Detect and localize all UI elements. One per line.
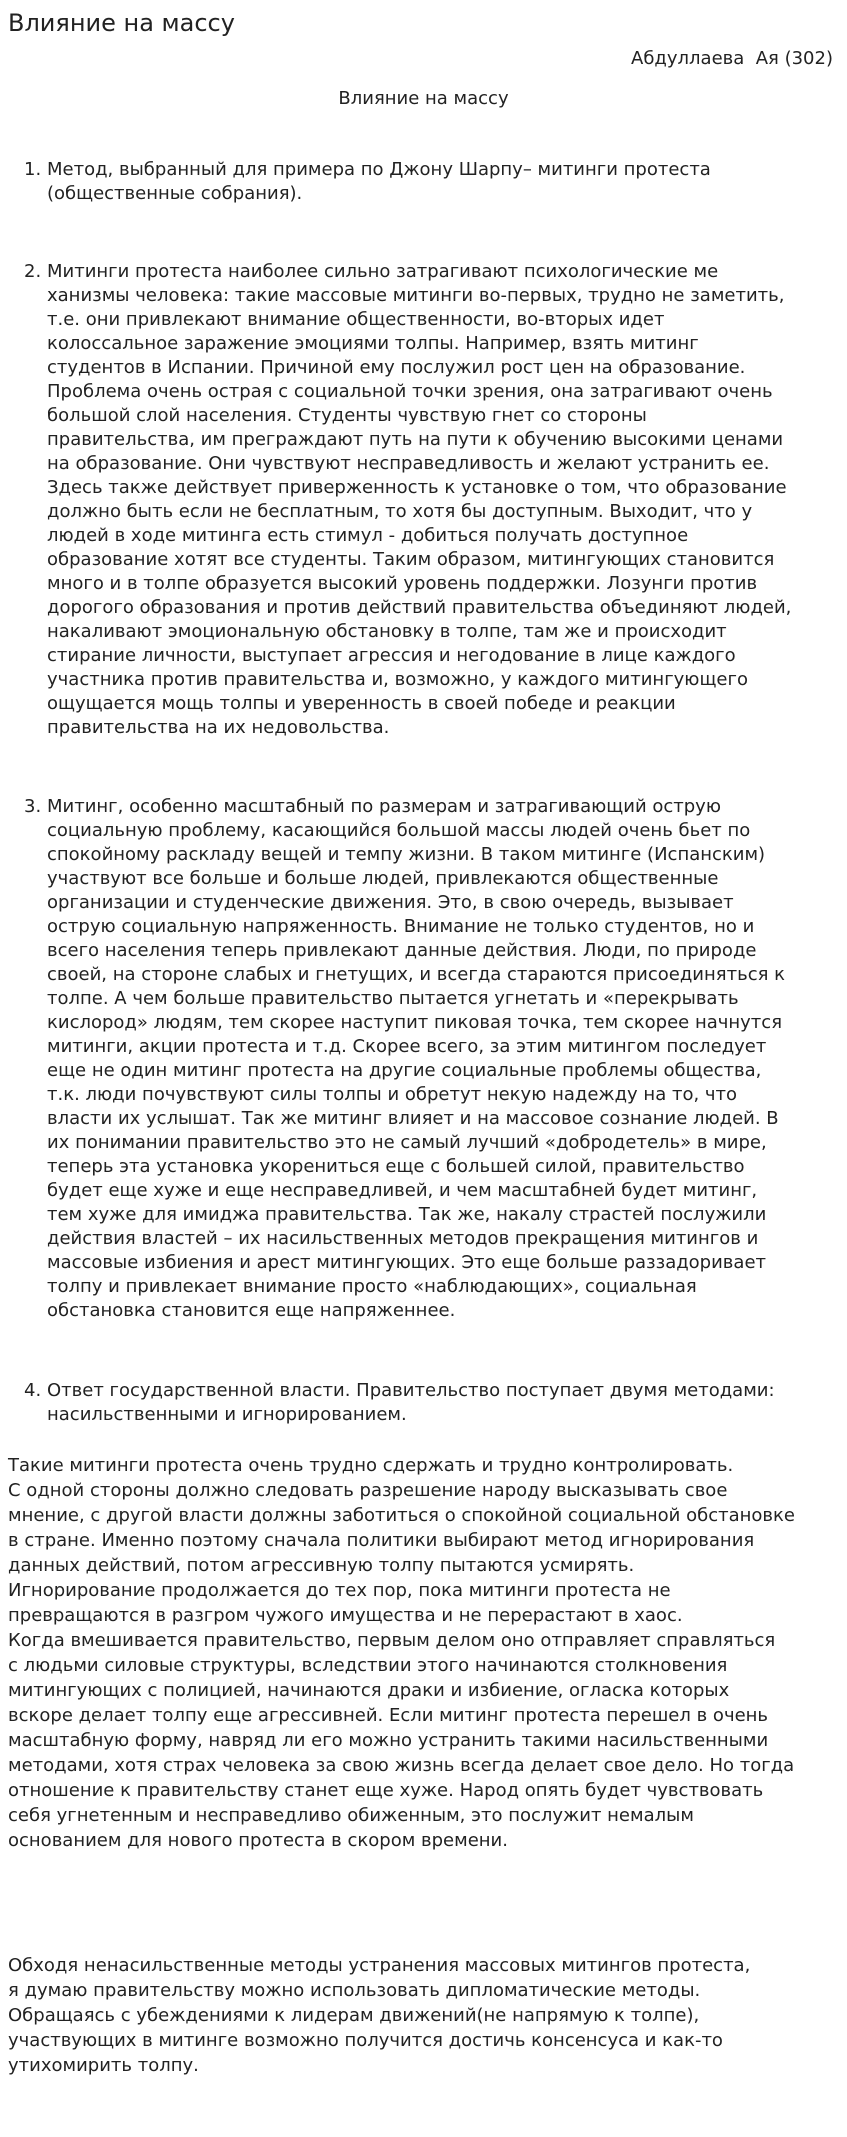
list-item-number: 1. [24,159,42,180]
list-item-number: 3. [24,796,42,817]
list-item [20,158,828,206]
body-paragraph: Такие митинги протеста очень трудно сдержать и трудно контролировать. С одной стороны должно следовать разрешение народу высказывать свое мнение, с другой власти должны заботиться о спокойной социальной обстановке в стране. Именно поэтому сначала политики выбирают метод игнорирования данных действий, потом агрессивную толпу пытаются усмирять. Игнорирование продолжается до тех пор, пока митинги протеста не превращаются в разгром чужого имущества и не перерастают в хаос. Когда вмешивается правительство, первым делом оно отправляет справляться с людьми силовые структуры, вследствии этого начинаются столкновения митингующих с полицией, начинаются драки и избиение, огласка которых вскоре делает толпу еще агрессивней. Если митинг протеста перешел в очень масштабную форму, навряд ли его можно устранить такими насильственными методами, хотя страх человека за свою жизнь всегда делает свое дело. Но тогда отношение к правительству станет еще хуже. Народ опять будет чувствовать себя угнетенным и несправедливо обиженным, это послужит немалым основанием для нового протеста в скором времени. [8,1455,795,1851]
list-item-number: 2. [24,261,42,282]
list-item-text: Ответ государственной власти. Правительство поступает двумя методами: насильственными и игнорированием. [47,1380,775,1425]
list-item-text: Метод, выбранный для примера по Джону Шарпу– митинги протеста (общественные собрания). [47,159,711,204]
list-item-number: 4. [24,1380,42,1401]
list-item [20,260,828,740]
author-line: Абдуллаева Ая (302) [631,48,833,69]
centered-heading: Влияние на массу [338,88,509,109]
body-paragraph: Обходя ненасильственные методы устранения массовых митингов протеста, я думаю правительству можно использовать дипломатические методы. Обращаясь с убеждениями к лидерам движений(не напрямую к толпе), участвующих в митинге возможно получится достичь консенсуса и как-то утихомирить толпу. [8,1955,751,2076]
list-item-text: Митинги протеста наиболее сильно затрагивают психологические ме ханизмы человека: такие массовые митинги во-первых, трудно не заметить, т.е. они привлекают внимание общественности, во-вторых идет колоссальное заражение эмоциями толпы. Например, взять митинг студентов в Испании. Причиной ему послужил рост цен на образование. Проблема очень острая с социальной точки зрения, она затрагивают очень большой слой населения. Студенты чувствую гнет со стороны правительства, им преграждают путь на пути к обучению высокими ценами на образование. Они чувствуют несправедливость и желают устранить ее. Здесь также действует приверженность к установке о том, что образование должно быть если не бесплатным, то хотя бы доступным. Выходит, что у людей в ходе митинга есть стимул - добиться получать доступное образование хотят все студенты. Таким образом, митингующих становится много и в толпе образуется высокий уровень поддержки. Лозунги против дорогого образования и против действий правительства объединяют людей, накаливают эмоциональную обстановку в толпе, там же и происходит стирание личности, выступает агрессия и негодование в лице каждого участника против правительства и, возможно, у каждого митингующего ощущается мощь толпы и уверенность в своей победе и реакции правительства на их недовольства. [47,261,792,738]
list-item-text: Митинг, особенно масштабный по размерам и затрагивающий острую социальную проблему, касающийся большой массы людей очень бьет по спокойному раскладу вещей и темпу жизни. В таком митинге (Испанским) участвуют все больше и больше людей, привлекаются общественные организации и студенческие движения. Это, в свою очередь, вызывает острую социальную напряженность. Внимание не только студентов, но и всего населения теперь привлекают данные действия. Люди, по природе своей, на стороне слабых и гнетущих, и всегда стараются присоединяться к толпе. А чем больше правительство пытается угнетать и «перекрывать кислород» людям, тем скорее наступит пиковая точка, тем скорее начнутся митинги, акции протеста и т.д. Скорее всего, за этим митингом последует еще не один митинг протеста на другие социальные проблемы общества, т.к. люди почувствуют силы толпы и обретут некую надежду на то, что власти их услышат. Так же митинг влияет и на массовое сознание людей. В их понимании правительство это не самый лучший «добродетель» в мире, теперь эта установка укорениться еще с большей силой, правительство будет еще хуже и еще несправедливей, и чем масштабней будет митинг, тем хуже для имиджа правительства. Так же, накалу страстей послужили действия властей – их насильственных методов прекращения митингов и массовые избиения и арест митингующих. Это еще больше раззадоривает толпу и привлекает внимание просто «наблюдающих», социальная обстановка становится еще напряженнее. [47,796,786,1321]
document-title: Влияние на массу [8,9,235,37]
list-item [20,795,828,1323]
list-item [20,1379,828,1427]
